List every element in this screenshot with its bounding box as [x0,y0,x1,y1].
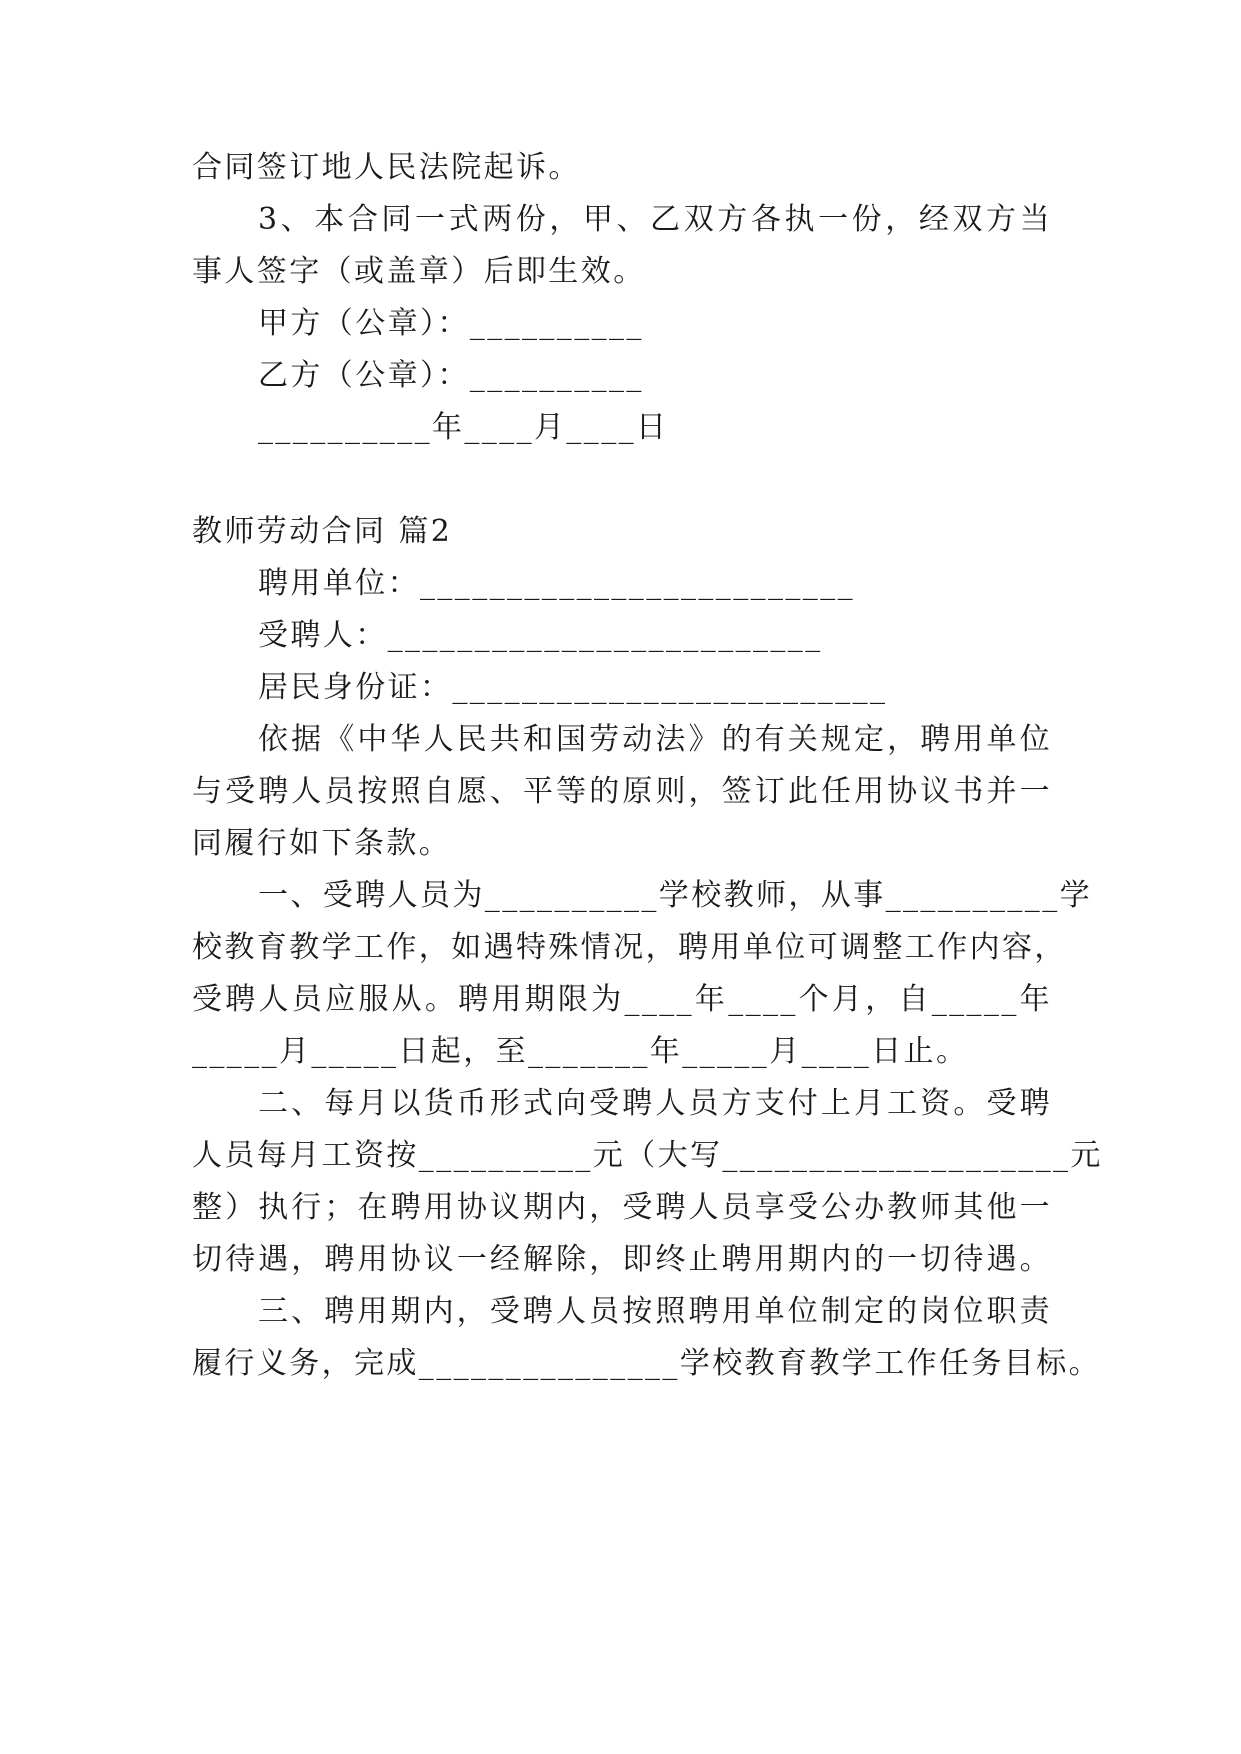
clause-2-line: 人员每月工资按__________元（大写____________________元 [192,1138,1103,1173]
field-employer: 聘用单位：_________________________ [258,566,855,601]
paragraph-line: 依据《中华人民共和国劳动法》的有关规定，聘用单位 [258,722,1052,757]
signature-line-party-b: 乙方（公章）：__________ [258,358,644,393]
paragraph-line: 3、本合同一式两份，甲、乙双方各执一份，经双方当 [258,202,1052,237]
paragraph-line: 事人签字（或盖章）后即生效。 [192,254,646,289]
paragraph-line: 与受聘人员按照自愿、平等的原则，签订此任用协议书并一 [192,774,1052,809]
date-line: __________年____月____日 [258,410,669,445]
section-title: 教师劳动合同 篇2 [192,514,453,549]
clause-2-line: 切待遇，聘用协议一经解除，即终止聘用期内的一切待遇。 [192,1242,1052,1277]
clause-2-line: 整）执行；在聘用协议期内，受聘人员享受公办教师其他一 [192,1190,1052,1225]
field-id-number: 居民身份证：_________________________ [258,670,888,705]
clause-3-line: 三、聘用期内，受聘人员按照聘用单位制定的岗位职责 [258,1294,1052,1329]
field-employee: 受聘人：_________________________ [258,618,823,653]
clause-1-line: _____月_____日起，至_______年_____月____日止。 [192,1034,969,1069]
clause-1-line: 一、受聘人员为__________学校教师，从事__________学 [258,878,1092,913]
clause-1-line: 校教育教学工作，如遇特殊情况，聘用单位可调整工作内容， [192,930,1067,965]
paragraph-line: 同履行如下条款。 [192,826,452,861]
clause-1-line: 受聘人员应服从。聘用期限为____年____个月，自_____年 [192,982,1052,1017]
signature-line-party-a: 甲方（公章）：__________ [258,306,644,341]
clause-3-line: 履行义务，完成_______________学校教育教学工作任务目标。 [192,1346,1101,1381]
clause-2-line: 二、每月以货币形式向受聘人员方支付上月工资。受聘 [258,1086,1052,1121]
paragraph-line: 合同签订地人民法院起诉。 [192,150,581,185]
